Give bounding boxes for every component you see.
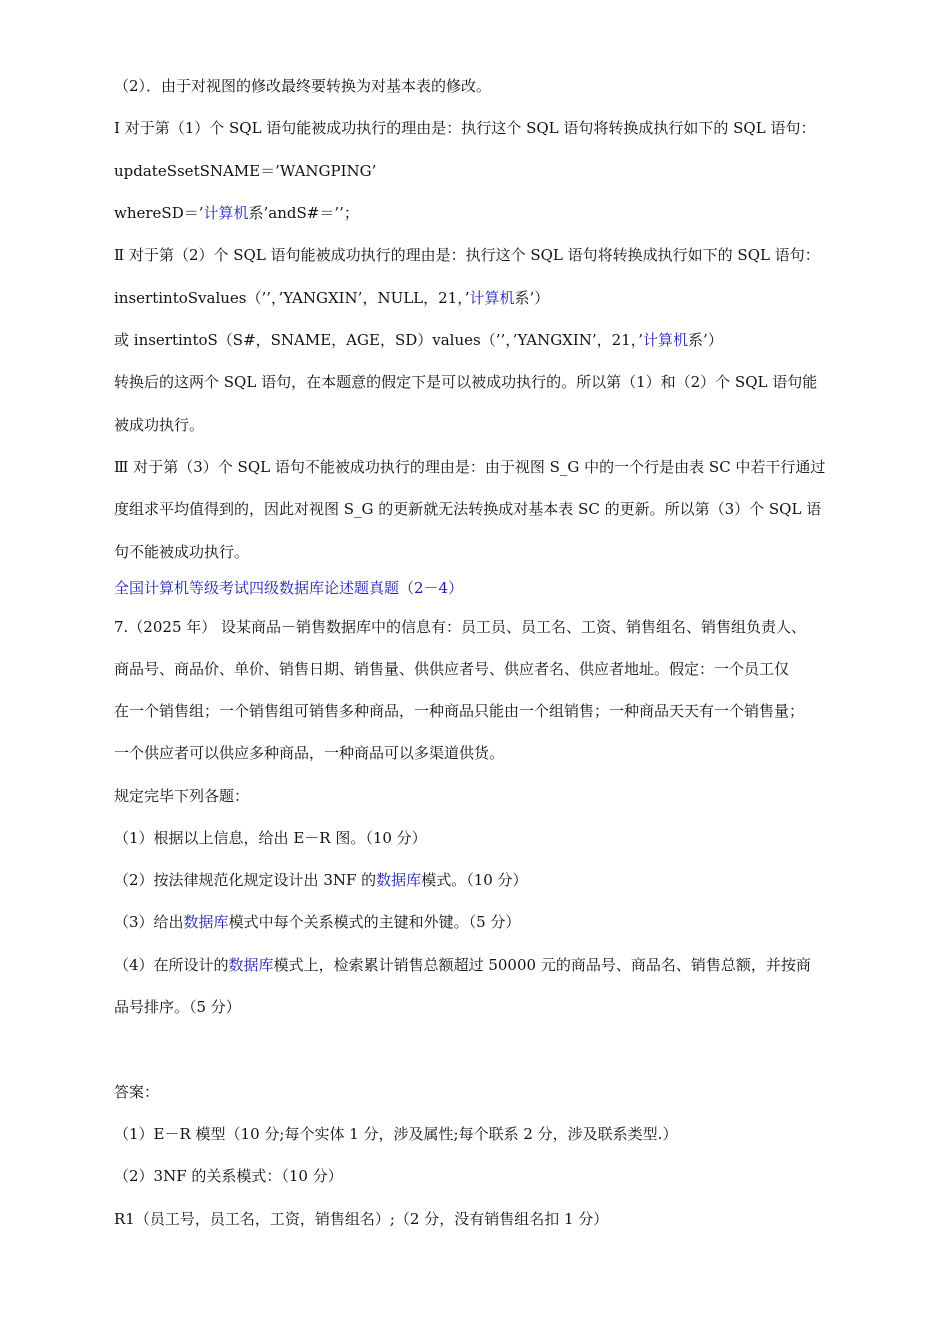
text: 度组求平均值得到的，因此对视图 S_G 的更新就无法转换成对基本表 SC 的更新。所以第（3）个 SQL 语 [114,500,822,518]
para-line [114,997,888,1017]
text: （1）E－R 模型（10 分;每个实体 1 分，涉及属性;每个联系 2 分，涉及联系类型.） [114,1125,678,1143]
text: 句不能被成功执行。 [114,543,250,561]
para-line [114,245,888,265]
text: 系’） [688,331,723,349]
text: Ⅲ 对于第（3）个 SQL 语句不能被成功执行的理由是：由于视图 S_G 中的一个行是由表 SC 中若干行通过 [114,458,826,476]
text: 模式。（10 分） [421,871,528,889]
text: 模式上，检索累计销售总额超过 50000 元的商品号、商品名、销售总额，并按商 [273,956,811,974]
para-line [114,161,888,181]
para-line [114,786,888,806]
para-line [114,828,888,848]
text: （4）在所设计的 [114,956,229,974]
text: （3）给出 [114,913,184,931]
para-line [114,542,888,562]
para-line [114,372,888,392]
link-text[interactable]: 计算机 [469,289,515,307]
para-line [114,1166,888,1186]
para-line [114,617,888,637]
para-line [114,743,888,763]
para-line [114,1124,888,1144]
text: （2）3NF 的关系模式：（10 分） [114,1167,343,1185]
text: 一个供应者可以供应多种商品，一种商品可以多渠道供货。 [114,744,505,762]
para-line [114,659,888,679]
para-line [114,288,888,308]
link-text[interactable]: 计算机 [203,204,249,222]
text: （1）根据以上信息，给出 E－R 图。（10 分） [114,829,427,847]
para-line [114,76,888,96]
para-line [114,955,888,975]
text: （2）．由于对视图的修改最终要转换为对基本表的修改。 [114,77,492,95]
text: insertintoSvalues（’’，’YANGXIN’，NULL，21，’ [114,289,470,307]
para-line [114,1209,888,1229]
para-line [114,912,888,932]
text: 系’andS#＝’’； [248,204,359,222]
text: 答案： [114,1083,160,1101]
text: 或 insertintoS（S#，SNAME，AGE，SD）values（’’，’YANGXIN’，21，’ [114,331,644,349]
para-line [114,499,888,519]
para-line [114,457,888,477]
link-text[interactable]: 数据库 [376,871,422,889]
text: Ⅱ 对于第（2）个 SQL 语句能被成功执行的理由是：执行这个 SQL 语句将转换成执行如下的 SQL 语句： [114,246,820,264]
text: 7.（2025 年） 设某商品－销售数据库中的信息有：员工员、员工名、工资、销售组名、销售组负责人、 [114,618,807,636]
para-line [114,203,888,223]
text: Ⅰ 对于第（1）个 SQL 语句能被成功执行的理由是：执行这个 SQL 语句将转换成执行如下的 SQL 语句： [114,119,816,137]
text: 商品号、商品价、单价、销售日期、销售量、供供应者号、供应者名、供应者地址。假定：一个员工仅 [114,660,790,678]
para-line [114,415,888,435]
text: 品号排序。（5 分） [114,998,241,1016]
link-text[interactable]: 数据库 [183,913,229,931]
text: 被成功执行。 [114,416,205,434]
text: R1（员工号，员工名，工资，销售组名）;（2 分，没有销售组名扣 1 分） [114,1210,609,1228]
heading-text: 全国计算机等级考试四级数据库论述题真题（2－4） [114,579,464,597]
para-line [114,870,888,890]
text: 模式中每个关系模式的主键和外键。（5 分） [228,913,521,931]
text: 规定完毕下列各题： [114,787,250,805]
para-line [114,330,888,350]
text: updateSsetSNAME＝’WANGPING’ [114,162,377,180]
text: （2）按法律规范化规定设计出 3NF 的 [114,871,377,889]
text: 在一个销售组；一个销售组可销售多种商品，一种商品只能由一个组销售；一种商品天天有一个销售量； [114,702,805,720]
text: 转换后的这两个 SQL 语句，在本题意的假定下是可以被成功执行的。所以第（1）和（2）个 SQL 语句能 [114,373,818,391]
para-line [114,701,888,721]
text: whereSD＝’ [114,204,204,222]
text: 系’） [514,289,550,307]
para-line [114,118,888,138]
link-text[interactable]: 计算机 [643,331,689,349]
section-heading-link[interactable] [114,578,888,598]
link-text[interactable]: 数据库 [228,956,274,974]
para-line [114,1082,888,1102]
